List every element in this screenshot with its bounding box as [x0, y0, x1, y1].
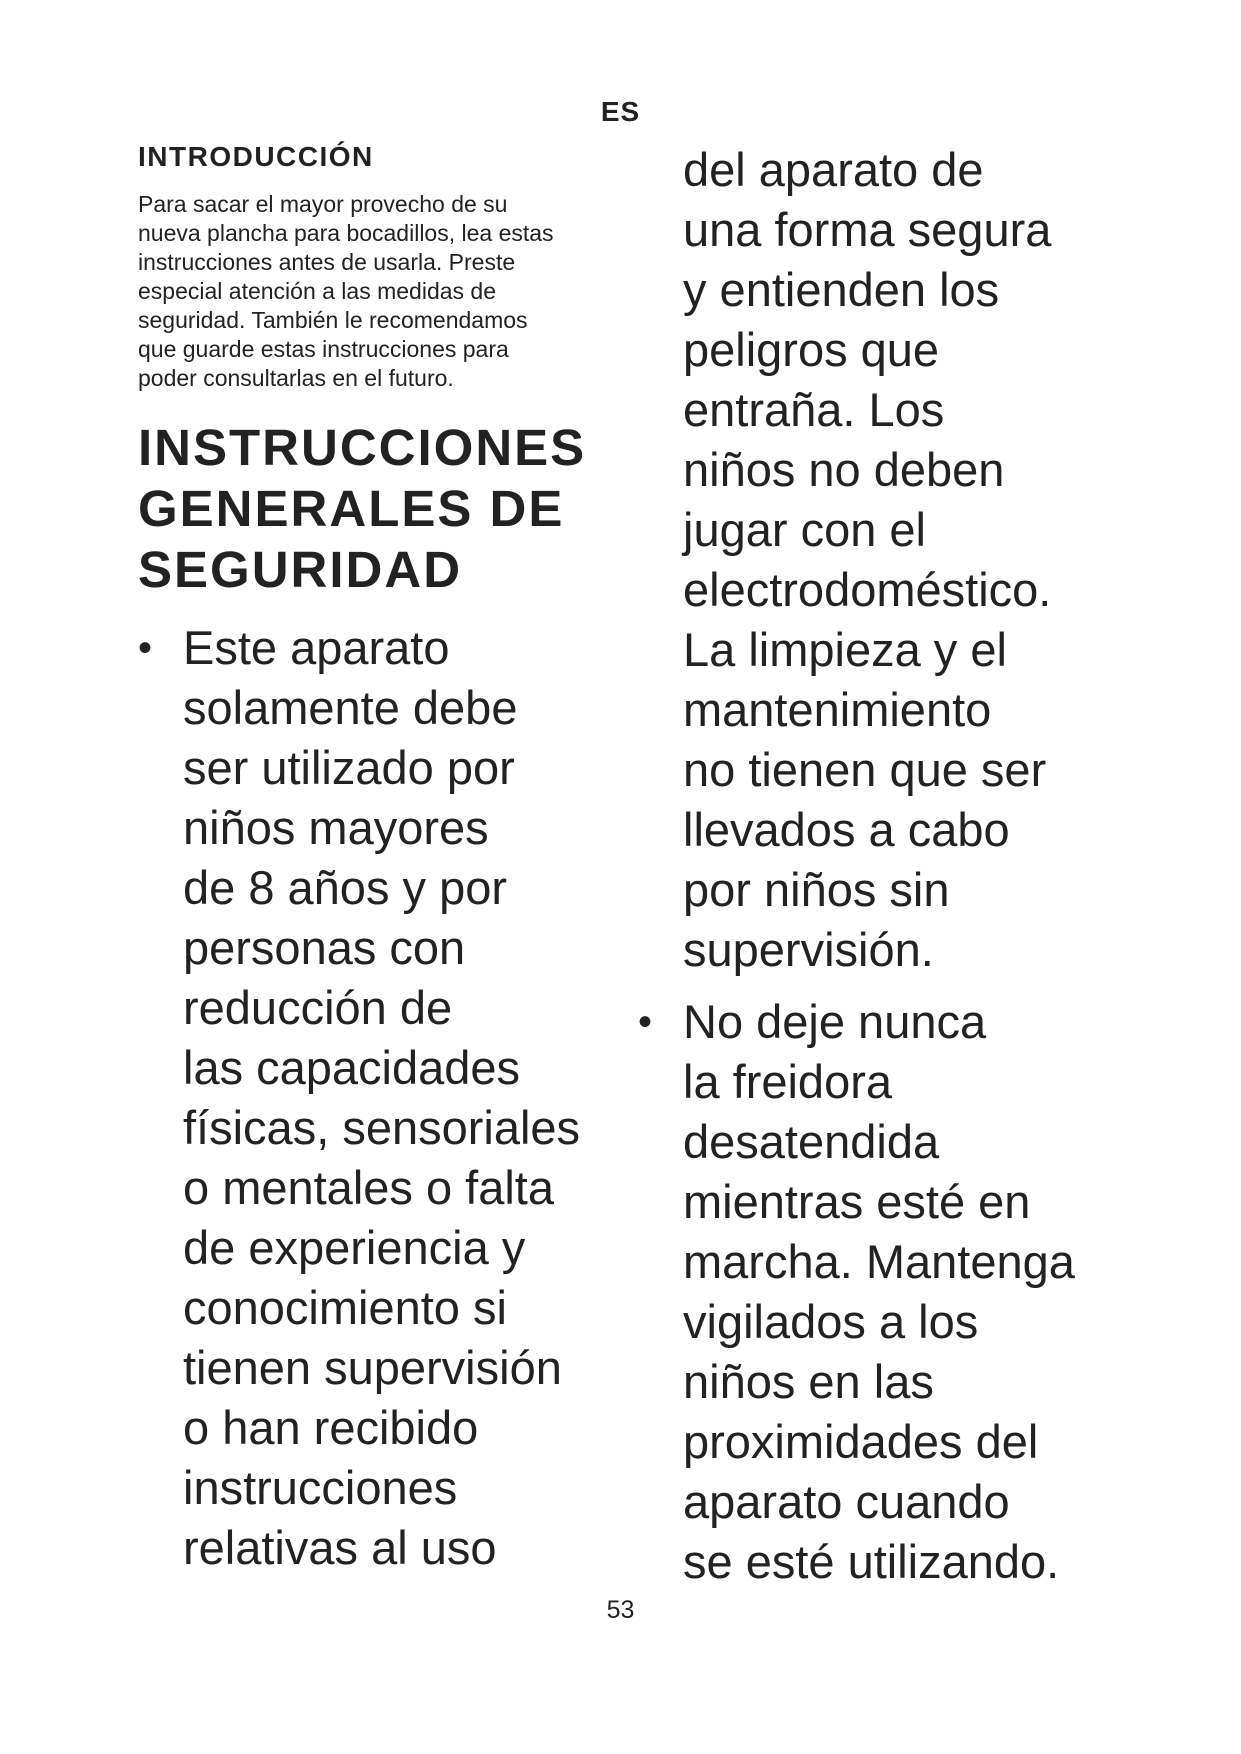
bullet-text — [183, 618, 623, 1578]
bullet-line: electrodoméstico. — [683, 563, 1052, 616]
bullet-line: niños en las — [683, 1355, 934, 1408]
bullet-line: peligros que — [683, 323, 940, 376]
bullet-line: por niños sin — [683, 863, 950, 916]
bullet-line: jugar con el — [683, 503, 926, 556]
bullet-line: supervisión. — [683, 923, 934, 976]
bullet-line: Este aparato — [183, 620, 450, 674]
intro-line: poder consultarlas en el futuro. — [138, 364, 454, 391]
bullet-line: instrucciones — [183, 1460, 458, 1514]
bullet-line: del aparato de — [683, 143, 984, 196]
bullet-line: mientras esté en — [683, 1175, 1031, 1228]
bullet-line: niños mayores — [183, 800, 489, 854]
bullet-line: conocimiento si — [183, 1280, 507, 1334]
bullet-line: marcha. Mantenga — [683, 1235, 1075, 1288]
bullet-line: desatendida — [683, 1115, 940, 1168]
bullet-line: se esté utilizando. — [683, 1535, 1060, 1588]
bullet-line: una forma segura — [683, 203, 1052, 256]
bullet-line: vigilados a los — [683, 1295, 979, 1348]
introduction-heading: INTRODUCCIÓN — [138, 141, 374, 172]
bullet-line: de 8 años y por — [183, 860, 507, 914]
bullet-line: mantenimiento — [683, 683, 992, 736]
bullet-line: personas con — [183, 920, 466, 974]
bullet-line: ser utilizado por — [183, 740, 515, 794]
safety-heading-line: SEGURIDAD — [138, 540, 463, 598]
intro-line: instrucciones antes de usarla. Preste — [138, 248, 516, 275]
bullet-line: de experiencia y — [183, 1220, 526, 1274]
bullet-line: llevados a cabo — [683, 803, 1010, 856]
bullet-line: o mentales o falta — [183, 1160, 554, 1214]
intro-line: que guarde estas instrucciones para — [138, 335, 509, 362]
bullet-line: La limpieza y el — [683, 623, 1007, 676]
bullet-line: relativas al uso — [183, 1520, 497, 1574]
bullet-line: entraña. Los — [683, 383, 945, 436]
intro-line: nueva plancha para bocadillos, lea estas — [138, 219, 554, 246]
intro-line: Para sacar el mayor provecho de su — [138, 190, 508, 217]
language-label: ES — [600, 96, 641, 127]
bullet-line: las capacidades — [183, 1040, 521, 1094]
right-column — [640, 140, 1120, 1592]
bullet-line: niños no deben — [683, 443, 1005, 496]
intro-line: seguridad. También le recomendamos — [138, 306, 528, 333]
bullet-line: No deje nunca — [683, 995, 987, 1048]
safety-heading-line: GENERALES DE — [138, 479, 565, 537]
introduction-text — [138, 190, 608, 393]
left-column — [138, 140, 618, 1578]
bullet-line: y entienden los — [683, 263, 1000, 316]
safety-bullet-1 — [138, 618, 618, 1578]
page-number: 53 — [606, 1596, 635, 1624]
intro-line: especial atención a las medidas de — [138, 277, 497, 304]
bullet-line: aparato cuando — [683, 1475, 1010, 1528]
bullet-icon: • — [138, 625, 153, 670]
bullet-line: proximidades del — [683, 1415, 1039, 1468]
safety-heading-line: INSTRUCCIONES — [138, 418, 587, 476]
bullet-line: la freidora — [683, 1055, 892, 1108]
safety-bullet-2 — [640, 992, 1120, 1592]
bullet-line: o han recibido — [183, 1400, 479, 1454]
safety-bullet-1-continued — [640, 140, 1120, 980]
bullet-line: reducción de — [183, 980, 453, 1034]
bullet-icon: • — [638, 1000, 653, 1044]
bullet-line: no tienen que ser — [683, 743, 1047, 796]
bullet-line: solamente debe — [183, 680, 518, 734]
bullet-line: tienen supervisión — [183, 1340, 562, 1394]
safety-heading — [138, 417, 618, 600]
bullet-line: físicas, sensoriales — [183, 1100, 581, 1154]
